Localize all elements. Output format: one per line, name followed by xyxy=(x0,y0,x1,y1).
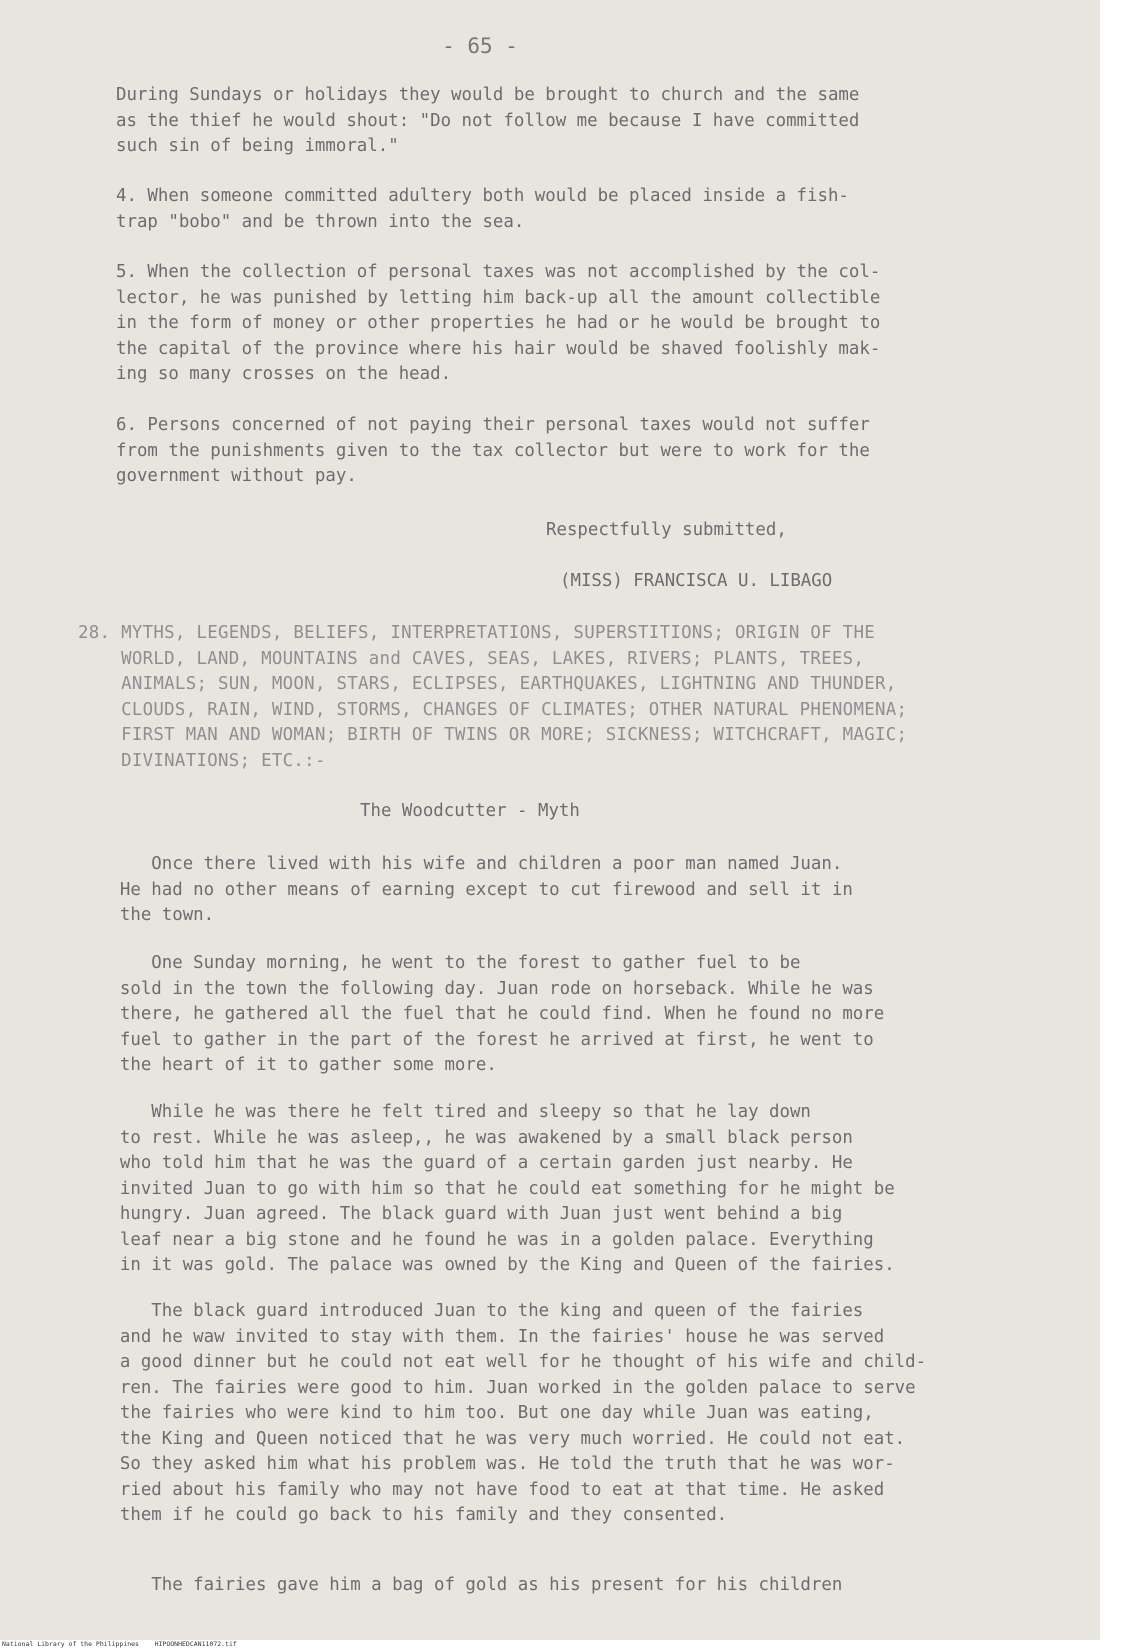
story-title: The Woodcutter - Myth xyxy=(360,801,580,821)
story-paragraph-5: The fairies gave him a bag of gold as his present for his children xyxy=(78,1575,843,1595)
story-paragraph-1: Once there lived with his wife and children a poor man named Juan. He had no other means of earning except to cut firewood and sell it in the town. xyxy=(119,854,853,925)
story-paragraph-4: The black guard introduced Juan to the king and queen of the fairies and he waw invited to stay with them. In the fairies' house he was served a good dinner but he could not eat well for he thought of his wife and child- ren. The fairies were good to him. Juan worked in the golden palace to serve the fairies who were kind to him too. But one day while Juan was eating, the King and Queen noticed that he was very much worried. He could not eat. So they asked him what his problem was. He told the truth that he was wor- ried about his family who may not have food to eat at that time. He asked them if he could go back to his family and they consented. xyxy=(119,1301,927,1525)
paragraph-sunday-punishment: During Sundays or holidays they would be brought to church and the same as the thief he would shout: "Do not follow me because I have committed such sin of being immoral." xyxy=(116,85,860,156)
section-heading: 28. MYTHS, LEGENDS, BELIEFS, INTERPRETATIONS, SUPERSTITIONS; ORIGIN OF THE WORLD, LAND, MOUNTAINS and CAVES, SEAS, LAKES, RIVERS; PLANTS, TREES, ANIMALS; SUN, MOON, STARS, ECLIPSES, EARTHQUAKES, LIGHTNING AND THUNDER, CLOUDS, RAIN, WIND, STORMS, CHANGES OF CLIMATES; OTHER NATURAL PHENOMENA; FIRST MAN AND WOMAN; BIRTH OF TWINS OR MORE; SICKNESS; WITCHCRAFT, MAGIC; DIVINATIONS; ETC.:- xyxy=(78,623,908,771)
story-paragraph-3: While he was there he felt tired and sleepy so that he lay down to rest. While he was asleep,, he was awakened by a small black person who told him that he was the guard of a certain garden just nearby. He invited Juan to go with him so that he could eat something for he might be hungry. Juan agreed. The black guard with Juan just went behind a big leaf near a big stone and he found he was in a golden palace. Everything in it was gold. The palace was owned by the King and Queen of the fairies. xyxy=(119,1102,895,1275)
story-paragraph-2: One Sunday morning, he went to the forest to gather fuel to be sold in the town the following day. Juan rode on horseback. While he was there, he gathered all the fuel that he could find. When he found no more fuel to gather in the part of the forest he arrived at first, he went to the heart of it to gather some more. xyxy=(119,953,885,1075)
paragraph-tax-collector: 5. When the collection of personal taxes was not accomplished by the col- lector, he was punished by letting him back-up all the amount collectible in the form of money or other properties he had or he would be brought to the capital of the province where his hair would be shaved foolishly mak- ing so many crosses on the head. xyxy=(116,262,881,384)
signature-closing: Respectfully submitted, xyxy=(546,520,787,540)
footer-caption: National Library of the Philippines HIPOONHEDCAN11072.tif xyxy=(2,1640,237,1648)
paragraph-adultery: 4. When someone committed adultery both would be placed inside a fish- trap "bobo" and be thrown into the sea. xyxy=(116,186,849,232)
paragraph-taxpayers: 6. Persons concerned of not paying their personal taxes would not suffer from the punishments given to the tax collector but were to work for the government without pay. xyxy=(116,415,870,486)
page-number: - 65 - xyxy=(442,34,518,58)
footer-bar xyxy=(0,1640,1126,1650)
signature-name: (MISS) FRANCISCA U. LIBAGO xyxy=(560,571,833,591)
